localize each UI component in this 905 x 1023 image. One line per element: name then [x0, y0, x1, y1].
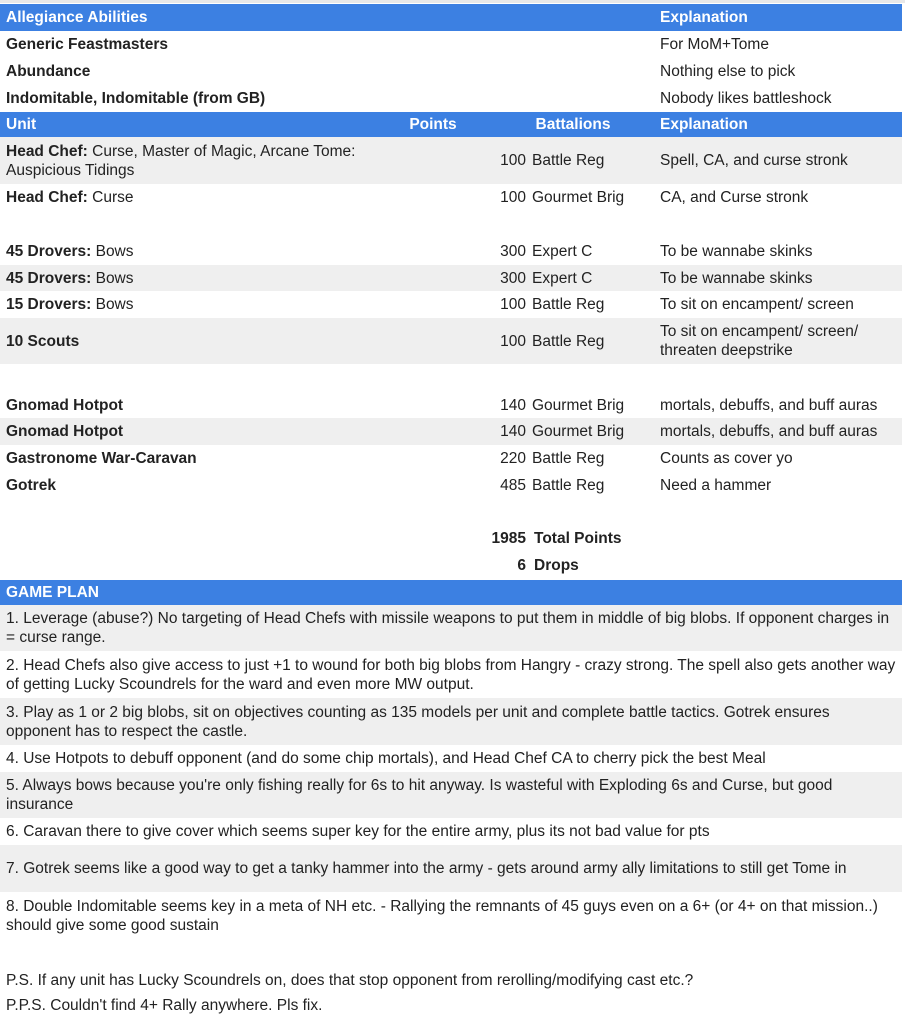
unit-name: 45 Drovers:	[6, 243, 92, 260]
game-plan-item	[0, 605, 902, 651]
drops-row	[0, 552, 902, 579]
unit-name: Gnomad Hotpot	[6, 423, 124, 440]
unit-battalion: Battle Reg	[532, 450, 605, 467]
unit-points: 485	[500, 477, 526, 494]
unit-points: 100	[500, 296, 526, 313]
unit-battalion: Battle Reg	[532, 332, 605, 350]
note-pps: P.P.S. Couldn't find 4+ Rally anywhere. Pls fix.	[6, 997, 323, 1014]
unit-name: Head Chef:	[6, 189, 88, 206]
unit-row	[0, 472, 902, 499]
unit-cell	[6, 291, 398, 318]
unit-points: 140	[500, 396, 526, 414]
game-plan-text: 1. Leverage (abuse?) No targeting of Head Chefs with missile weapons to put them in middle of big blobs. If opponent charges in = curse range.	[6, 610, 890, 646]
unit-row	[0, 445, 902, 472]
allegiance-explanation: Nothing else to pick	[660, 63, 796, 80]
note-ps: P.S. If any unit has Lucky Scoundrels on, does that stop opponent from rerolling/modifying cast etc.?	[6, 972, 694, 989]
total-points-value: 1985	[491, 530, 526, 547]
units-header-battalions: Battalions	[535, 116, 611, 133]
unit-battalion: Gourmet Brig	[532, 423, 625, 440]
game-plan-text: 3. Play as 1 or 2 big blobs, sit on objectives counting as 135 models per unit and complete battle tactics. Gotrek ensures opponent has to respect the castle.	[6, 703, 830, 740]
unit-points: 100	[500, 189, 526, 206]
unit-explanation: To sit on encampent/ screen	[660, 296, 854, 313]
unit-points: 300	[500, 243, 526, 260]
unit-battalion: Gourmet Brig	[532, 189, 625, 206]
unit-detail: Curse, Master of Magic, Arcane Tome: Auspicious Tidings	[6, 142, 356, 179]
unit-name: 10 Scouts	[6, 332, 80, 350]
unit-battalion: Battle Reg	[532, 477, 605, 494]
unit-cell	[6, 137, 398, 184]
unit-name: 15 Drovers:	[6, 296, 92, 313]
game-plan-item	[0, 892, 902, 939]
unit-name: 45 Drovers:	[6, 269, 92, 287]
unit-cell	[6, 238, 398, 265]
game-plan-item	[0, 651, 902, 698]
unit-detail: Bows	[91, 269, 134, 287]
unit-row	[0, 184, 902, 211]
units-header-row	[0, 112, 902, 137]
game-plan-text: 5. Always bows because you're only fishing really for 6s to hit anyway. Is wasteful with Exploding 6s and Curse, but good insurance	[6, 777, 833, 813]
unit-row	[0, 318, 902, 364]
unit-points: 300	[500, 269, 526, 287]
unit-battalion: Battle Reg	[532, 152, 605, 169]
unit-detail: Bows	[91, 296, 134, 313]
unit-row	[0, 238, 902, 265]
unit-points: 100	[500, 152, 526, 169]
allegiance-name: Generic Feastmasters	[6, 36, 168, 53]
total-points-row	[0, 525, 902, 552]
unit-explanation: mortals, debuffs, and buff auras	[660, 423, 878, 440]
units-header-points: Points	[409, 116, 457, 133]
unit-explanation: Need a hammer	[660, 477, 772, 494]
top-border	[0, 0, 905, 3]
drops-value: 6	[517, 557, 526, 574]
unit-name: Gastronome War-Caravan	[6, 450, 197, 467]
unit-name: Head Chef:	[6, 142, 88, 160]
unit-explanation: Spell, CA, and curse stronk	[660, 152, 848, 169]
game-plan-item	[0, 772, 902, 818]
unit-detail: Curse	[87, 189, 134, 206]
game-plan-title: GAME PLAN	[6, 584, 99, 601]
unit-points: 140	[500, 423, 526, 440]
unit-points: 220	[500, 450, 526, 467]
drops-label: Drops	[534, 557, 579, 574]
game-plan-text: 4. Use Hotpots to debuff opponent (and do some chip mortals), and Head Chef CA to cherry pick the best Meal	[6, 750, 766, 767]
allegiance-header-explanation: Explanation	[660, 9, 748, 26]
unit-explanation: Counts as cover yo	[660, 450, 793, 467]
unit-battalion: Expert C	[532, 243, 593, 260]
unit-detail: Bows	[91, 243, 134, 260]
game-plan-item	[0, 698, 902, 745]
units-header-unit: Unit	[6, 116, 37, 133]
game-plan-header	[0, 580, 902, 605]
game-plan-item	[0, 818, 902, 845]
unit-row	[0, 265, 902, 291]
game-plan-text: 2. Head Chefs also give access to just +1 to wound for both big blobs from Hangry - crazy strong. The spell also gets another way of getting Lucky Scoundrels for the ward and even more MW output.	[6, 656, 896, 693]
unit-row	[0, 137, 902, 184]
unit-explanation: CA, and Curse stronk	[660, 189, 809, 206]
game-plan-text: 8. Double Indomitable seems key in a meta of NH etc. - Rallying the remnants of 45 guys even on a 6+ (or 4+ on that mission..) should give some good sustain	[6, 897, 878, 934]
allegiance-name: Abundance	[6, 63, 91, 80]
total-points-label: Total Points	[534, 530, 622, 547]
allegiance-explanation: For MoM+Tome	[660, 36, 769, 53]
allegiance-row	[0, 85, 902, 112]
units-header-explanation: Explanation	[660, 116, 748, 133]
allegiance-row	[0, 58, 902, 85]
allegiance-row	[0, 31, 902, 58]
allegiance-name: Indomitable, Indomitable (from GB)	[6, 90, 266, 107]
unit-battalion: Expert C	[532, 269, 593, 287]
game-plan-item	[0, 845, 902, 892]
unit-name: Gnomad Hotpot	[6, 396, 124, 414]
unit-name: Gotrek	[6, 477, 56, 494]
unit-explanation: mortals, debuffs, and buff auras	[660, 396, 878, 414]
allegiance-header-title: Allegiance Abilities	[6, 9, 148, 26]
unit-row	[0, 392, 902, 418]
unit-explanation: To be wannabe skinks	[660, 243, 813, 260]
allegiance-header-row	[0, 4, 902, 31]
game-plan-text: 6. Caravan there to give cover which seems super key for the entire army, plus its not bad value for pts	[6, 823, 710, 840]
unit-explanation: To be wannabe skinks	[660, 269, 813, 287]
unit-row	[0, 418, 902, 445]
unit-explanation: To sit on encampent/ screen/ threaten deepstrike	[660, 323, 859, 359]
game-plan-text: 7. Gotrek seems like a good way to get a tanky hammer into the army - gets around army ally limitations to still get Tome in	[6, 860, 847, 877]
unit-battalion: Gourmet Brig	[532, 396, 625, 414]
unit-cell	[6, 265, 398, 291]
unit-points: 100	[500, 332, 526, 350]
allegiance-explanation: Nobody likes battleshock	[660, 90, 832, 107]
unit-cell	[6, 184, 398, 211]
unit-row	[0, 291, 902, 318]
unit-battalion: Battle Reg	[532, 296, 605, 313]
game-plan-item	[0, 745, 902, 772]
